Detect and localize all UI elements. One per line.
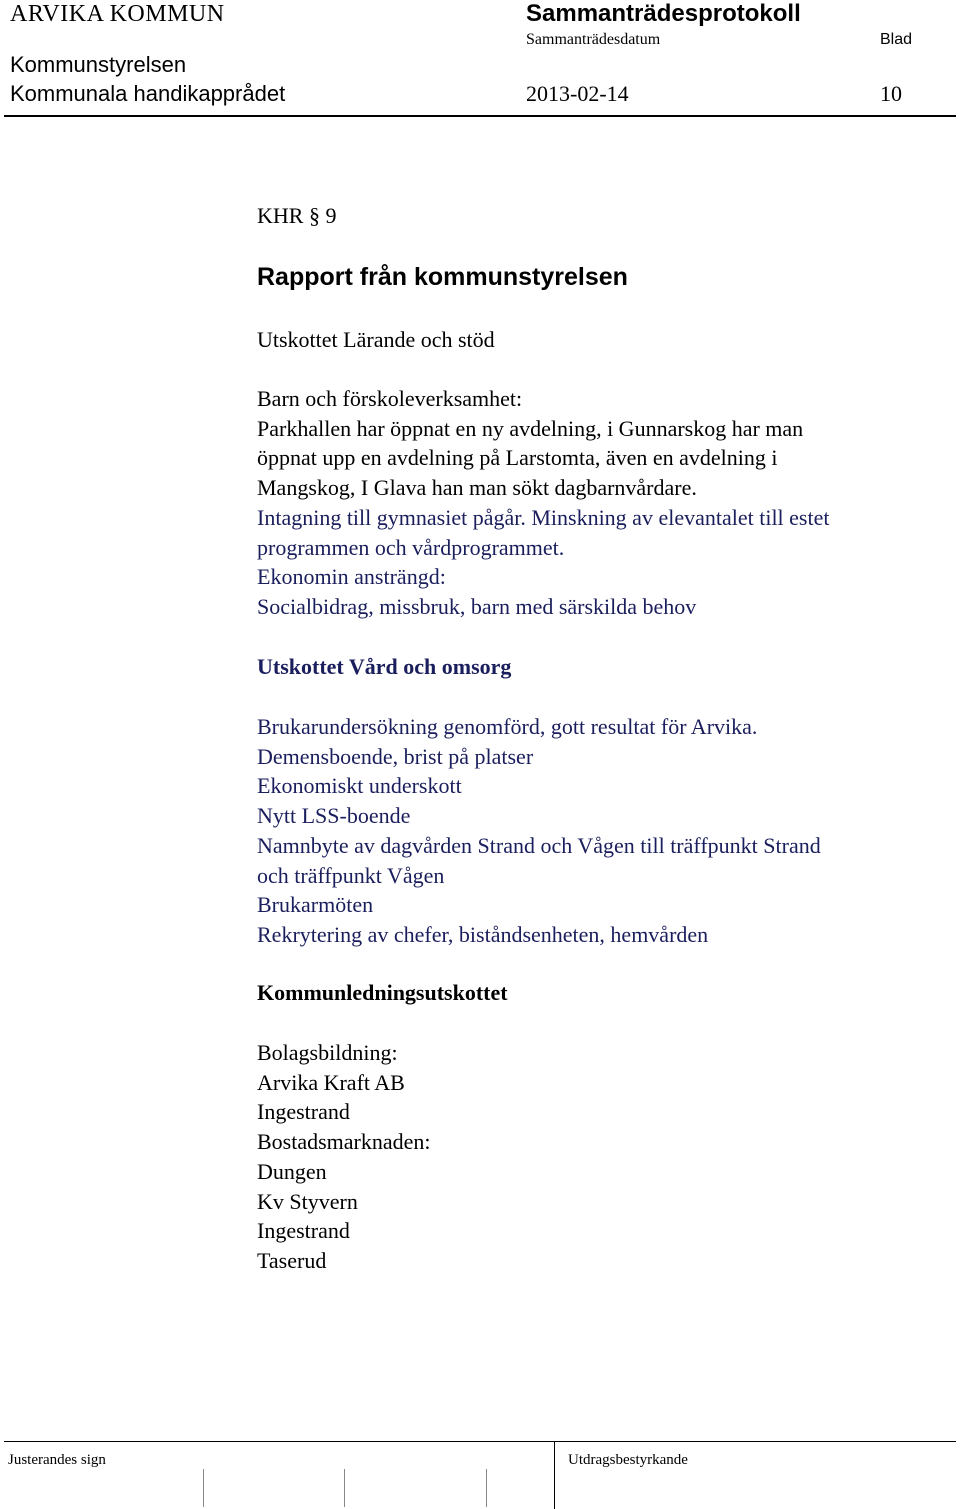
body-name: Kommunstyrelsen bbox=[10, 52, 187, 77]
signature-box-divider bbox=[344, 1469, 345, 1507]
footer-divider bbox=[4, 1441, 956, 1442]
item-number: KHR § 9 bbox=[257, 203, 337, 228]
section-heading-kommunledning: Kommunledningsutskottet bbox=[257, 980, 508, 1005]
organization-name: ARVIKA KOMMUN bbox=[10, 1, 225, 27]
header-divider bbox=[4, 115, 956, 117]
text-line: Parkhallen har öppnat en ny avdelning, i Gunnarskog har man bbox=[257, 415, 804, 441]
document-type: Sammanträdesprotokoll bbox=[526, 0, 801, 27]
section-body-larande bbox=[257, 384, 829, 622]
footer-column-divider bbox=[554, 1442, 555, 1509]
section-body-kommunledning bbox=[257, 1038, 431, 1276]
text-line: Ekonomiskt underskott bbox=[257, 773, 462, 799]
sub-body-name: Kommunala handikapprådet bbox=[10, 81, 286, 106]
meeting-date: 2013-02-14 bbox=[526, 81, 629, 106]
text-line: Namnbyte av dagvården Strand och Vågen till träffpunkt Strand bbox=[257, 832, 821, 858]
text-line: Intagning till gymnasiet pågår. Minskning av elevantalet till estet bbox=[257, 504, 830, 530]
page-caption: Blad bbox=[880, 31, 913, 48]
text-line: Bostadsmarknaden: bbox=[257, 1129, 431, 1155]
text-line: Bolagsbildning: bbox=[257, 1040, 398, 1065]
text-line: Dungen bbox=[257, 1158, 327, 1184]
text-line: Nytt LSS-boende bbox=[257, 803, 411, 829]
text-line: öppnat upp en avdelning på Larstomta, även en avdelning i bbox=[257, 445, 778, 471]
meeting-date-caption: Sammanträdesdatum bbox=[526, 31, 661, 48]
text-line: Taserud bbox=[257, 1247, 327, 1273]
page-number: 10 bbox=[880, 81, 902, 106]
text-line: Kv Styvern bbox=[257, 1188, 358, 1214]
section-heading-larande: Utskottet Lärande och stöd bbox=[257, 327, 495, 352]
extract-attest-label: Utdragsbestyrkande bbox=[568, 1452, 688, 1468]
text-line: Arvika Kraft AB bbox=[257, 1069, 405, 1095]
text-line: Barn och förskoleverksamhet: bbox=[257, 386, 523, 411]
adjuster-sign-label: Justerandes sign bbox=[8, 1452, 106, 1468]
page-title: Rapport från kommunstyrelsen bbox=[257, 263, 628, 291]
text-line: Socialbidrag, missbruk, barn med särskilda behov bbox=[257, 593, 697, 619]
text-line: Ekonomin ansträngd: bbox=[257, 564, 446, 590]
section-heading-vard: Utskottet Vård och omsorg bbox=[257, 654, 512, 679]
section-body-vard bbox=[257, 712, 821, 950]
text-line: Rekrytering av chefer, biståndsenheten, hemvården bbox=[257, 921, 709, 947]
text-line: programmen och vårdprogrammet. bbox=[257, 534, 565, 560]
text-line: Demensboende, brist på platser bbox=[257, 743, 534, 769]
text-line: Ingestrand bbox=[257, 1218, 350, 1244]
text-line: och träffpunkt Vågen bbox=[257, 862, 445, 888]
text-line: Ingestrand bbox=[257, 1099, 350, 1125]
text-line: Brukarmöten bbox=[257, 892, 374, 918]
signature-box-divider bbox=[486, 1469, 487, 1507]
text-line: Mangskog, I Glava han man sökt dagbarnvårdare. bbox=[257, 475, 697, 501]
signature-box-divider bbox=[203, 1469, 204, 1507]
text-line: Brukarundersökning genomförd, gott resultat för Arvika. bbox=[257, 714, 758, 739]
